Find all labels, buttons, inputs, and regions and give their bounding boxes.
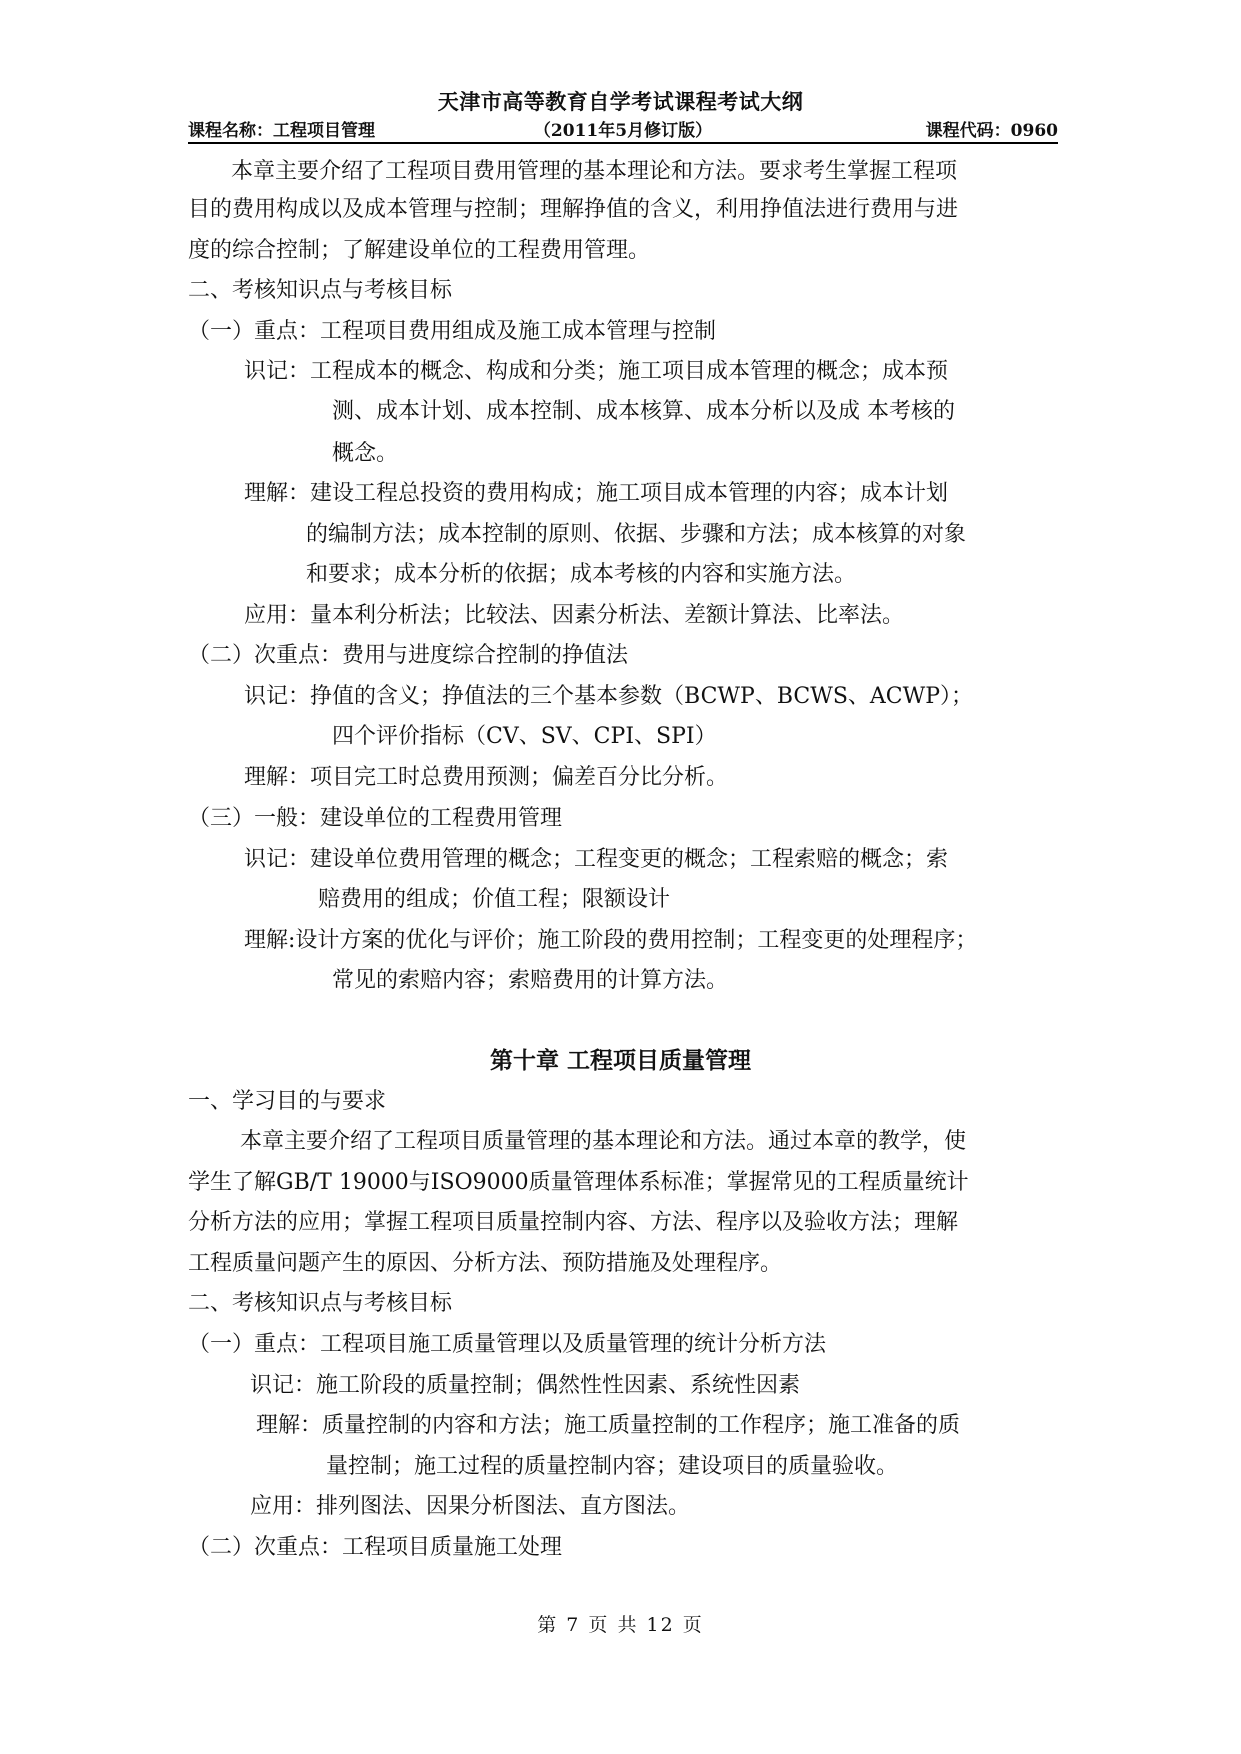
list-item: 理解:设计方案的优化与评价；施工阶段的费用控制；工程变更的处理程序； (244, 928, 978, 953)
list-item: 识记：挣值的含义；挣值法的三个基本参数（BCWP、BCWS、ACWP）； (244, 684, 974, 709)
paragraph-line: 本章主要介绍了工程项目费用管理的基本理论和方法。要求考生掌握工程项 (231, 159, 958, 184)
list-item-continuation: 概念。 (332, 441, 399, 466)
header-rule (188, 142, 1058, 144)
list-item: 理解：建设工程总投资的费用构成；施工项目成本管理的内容；成本计划 (244, 481, 949, 506)
list-item: 理解：项目完工时总费用预测；偏差百分比分析。 (244, 765, 729, 790)
list-item: 识记：工程成本的概念、构成和分类；施工项目成本管理的概念；成本预 (244, 359, 949, 384)
page-number: 第 7 页 共 12 页 (537, 1614, 704, 1636)
subsection-heading: （二）次重点：费用与进度综合控制的挣值法 (188, 643, 629, 668)
list-item-continuation: 量控制；施工过程的质量控制内容；建设项目的质量验收。 (326, 1454, 899, 1479)
subsection-heading: （三）一般：建设单位的工程费用管理 (188, 806, 563, 831)
course-name: 课程名称：工程项目管理 (188, 121, 375, 141)
header-row (188, 116, 1058, 140)
list-item-continuation: 四个评价指标（CV、SV、CPI、SPI） (332, 724, 717, 749)
list-item: 识记：建设单位费用管理的概念；工程变更的概念；工程索赔的概念；索 (244, 847, 949, 872)
paragraph-line: 分析方法的应用；掌握工程项目质量控制内容、方法、程序以及验收方法；理解 (188, 1210, 959, 1235)
list-item-continuation: 和要求；成本分析的依据；成本考核的内容和实施方法。 (306, 562, 857, 587)
list-item-continuation: 常见的索赔内容；索赔费用的计算方法。 (332, 968, 729, 993)
paragraph-line: 学生了解GB/T 19000与ISO9000质量管理体系标准；掌握常见的工程质量统计 (188, 1170, 969, 1195)
list-item: 应用：量本利分析法；比较法、因素分析法、差额计算法、比率法。 (244, 603, 905, 628)
list-item-continuation: 赔费用的组成；价值工程；限额设计 (318, 887, 671, 912)
exam-outline-title: 天津市高等教育自学考试课程考试大纲 (437, 89, 804, 114)
paragraph-line: 工程质量问题产生的原因、分析方法、预防措施及处理程序。 (188, 1251, 783, 1276)
section-heading: 二、考核知识点与考核目标 (188, 1291, 453, 1316)
list-item: 识记：施工阶段的质量控制；偶然性性因素、系统性因素 (250, 1373, 801, 1398)
paragraph-line: 本章主要介绍了工程项目质量管理的基本理论和方法。通过本章的教学，使 (240, 1129, 967, 1154)
edition-label: （2011年5月修订版） (533, 121, 713, 141)
list-item-continuation: 测、成本计划、成本控制、成本核算、成本分析以及成 本考核的 (332, 399, 955, 424)
list-item: 理解：质量控制的内容和方法；施工质量控制的工作程序；施工准备的质 (256, 1413, 961, 1438)
subsection-heading: （二）次重点：工程项目质量施工处理 (188, 1535, 563, 1560)
list-item-continuation: 的编制方法；成本控制的原则、依据、步骤和方法；成本核算的对象 (306, 522, 967, 547)
subsection-heading: （一）重点：工程项目施工质量管理以及质量管理的统计分析方法 (188, 1332, 827, 1357)
section-heading: 二、考核知识点与考核目标 (188, 278, 453, 303)
subsection-heading: （一）重点：工程项目费用组成及施工成本管理与控制 (188, 319, 717, 344)
paragraph-line: 目的费用构成以及成本管理与控制；理解挣值的含义，利用挣值法进行费用与进 (188, 197, 959, 222)
list-item: 应用：排列图法、因果分析图法、直方图法。 (250, 1494, 691, 1519)
paragraph-line: 度的综合控制；了解建设单位的工程费用管理。 (188, 238, 651, 263)
section-heading: 一、学习目的与要求 (188, 1089, 387, 1114)
course-code: 课程代码：0960 (925, 121, 1058, 141)
chapter-title: 第十章 工程项目质量管理 (489, 1047, 751, 1074)
